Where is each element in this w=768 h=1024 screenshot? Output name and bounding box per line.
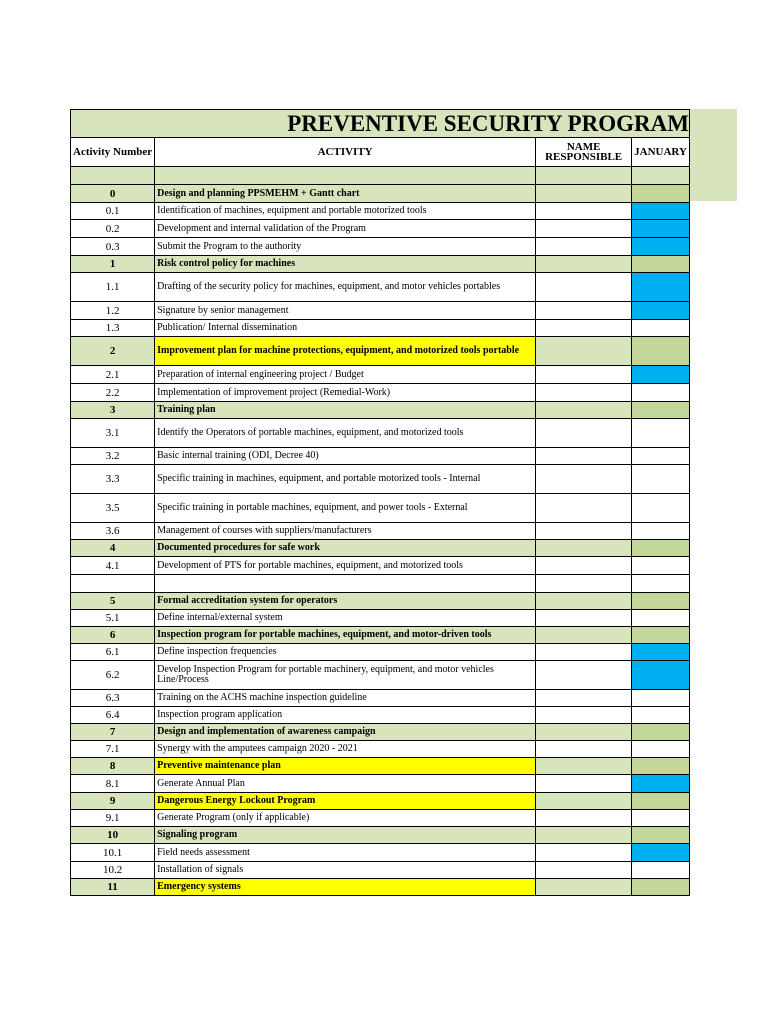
activity-number: 9.1 <box>71 810 155 827</box>
activity-number: 2 <box>71 337 155 366</box>
activity-number: 0.2 <box>71 220 155 238</box>
january-cell <box>632 793 690 810</box>
activity-description: Basic internal training (ODI, Decree 40) <box>155 448 536 465</box>
name-responsible-cell <box>536 448 632 465</box>
activity-row <box>71 419 690 448</box>
activity-number: 9 <box>71 793 155 810</box>
activity-number: 6.3 <box>71 690 155 707</box>
name-responsible-cell <box>536 879 632 896</box>
name-responsible-cell <box>536 557 632 575</box>
activity-number: 0 <box>71 185 155 203</box>
name-responsible-cell <box>536 238 632 256</box>
activity-description: Generate Program (only if applicable) <box>155 810 536 827</box>
activity-number: 6.2 <box>71 661 155 690</box>
activity-number: 3.2 <box>71 448 155 465</box>
january-cell <box>632 419 690 448</box>
name-responsible-cell <box>536 320 632 337</box>
name-responsible-cell <box>536 366 632 384</box>
name-responsible-cell <box>536 523 632 540</box>
january-cell <box>632 465 690 494</box>
activity-number: 10 <box>71 827 155 844</box>
name-responsible-cell <box>536 419 632 448</box>
section-title: Training plan <box>155 402 536 419</box>
activity-number: 4 <box>71 540 155 557</box>
section-title: Risk control policy for machines <box>155 256 536 273</box>
name-responsible-cell <box>536 707 632 724</box>
section-row <box>71 540 690 557</box>
activity-description: Management of courses with suppliers/manufacturers <box>155 523 536 540</box>
activity-description: Installation of signals <box>155 862 536 879</box>
activity-row <box>71 523 690 540</box>
activity-number: 7.1 <box>71 741 155 758</box>
name-responsible-cell <box>536 827 632 844</box>
name-responsible-cell <box>536 337 632 366</box>
name-responsible-cell <box>536 302 632 320</box>
section-row <box>71 185 690 203</box>
name-responsible-cell <box>536 775 632 793</box>
activity-row <box>71 862 690 879</box>
activity-row <box>71 302 690 320</box>
january-cell <box>632 337 690 366</box>
section-row <box>71 793 690 810</box>
activity-number: 6 <box>71 627 155 644</box>
activity-description: Identify the Operators of portable machines, equipment, and motorized tools <box>155 419 536 448</box>
name-responsible-cell <box>536 185 632 203</box>
activity-number: 8.1 <box>71 775 155 793</box>
activity-row <box>71 775 690 793</box>
name-responsible-cell <box>536 494 632 523</box>
name-responsible-cell <box>536 203 632 220</box>
page-title: PREVENTIVE SECURITY PROGRAM <box>71 110 690 138</box>
name-responsible-cell <box>536 402 632 419</box>
section-title: Dangerous Energy Lockout Program <box>155 793 536 810</box>
section-title: Signaling program <box>155 827 536 844</box>
header-name-responsible: NAME RESPONSIBLE <box>536 138 632 167</box>
activity-number: 8 <box>71 758 155 775</box>
section-title: Design and planning PPSMEHM + Gantt chart <box>155 185 536 203</box>
activity-description: Field needs assessment <box>155 844 536 862</box>
january-cell <box>632 810 690 827</box>
january-cell <box>632 494 690 523</box>
activity-row <box>71 844 690 862</box>
activity-number: 0.3 <box>71 238 155 256</box>
name-responsible-cell <box>536 540 632 557</box>
section-title: Formal accreditation system for operators <box>155 593 536 610</box>
january-cell <box>632 827 690 844</box>
activity-number: 10.1 <box>71 844 155 862</box>
january-cell <box>632 384 690 402</box>
name-responsible-cell <box>536 644 632 661</box>
activity-description: Training on the ACHS machine inspection guideline <box>155 690 536 707</box>
name-responsible-cell <box>536 690 632 707</box>
january-cell <box>632 627 690 644</box>
activity-row <box>71 707 690 724</box>
activity-row <box>71 610 690 627</box>
spacer-row <box>71 167 690 185</box>
activity-number: 4.1 <box>71 557 155 575</box>
activity-number <box>71 575 155 593</box>
january-scheduled-cell <box>632 220 690 238</box>
activity-number: 1 <box>71 256 155 273</box>
january-cell <box>632 448 690 465</box>
section-title: Design and implementation of awareness campaign <box>155 724 536 741</box>
activity-description: Submit the Program to the authority <box>155 238 536 256</box>
january-cell <box>632 610 690 627</box>
name-responsible-cell <box>536 273 632 302</box>
activity-number: 5 <box>71 593 155 610</box>
activity-row <box>71 690 690 707</box>
name-responsible-cell <box>536 758 632 775</box>
activity-row <box>71 320 690 337</box>
activity-number: 1.3 <box>71 320 155 337</box>
program-table <box>70 109 690 896</box>
activity-row <box>71 644 690 661</box>
activity-description: Preparation of internal engineering project / Budget <box>155 366 536 384</box>
january-cell <box>632 320 690 337</box>
name-responsible-cell <box>536 593 632 610</box>
header-january: JANUARY <box>632 138 690 167</box>
activity-description: Identification of machines, equipment and portable motorized tools <box>155 203 536 220</box>
january-cell <box>632 575 690 593</box>
name-responsible-cell <box>536 793 632 810</box>
name-responsible-cell <box>536 862 632 879</box>
activity-description: Generate Annual Plan <box>155 775 536 793</box>
name-responsible-cell <box>536 256 632 273</box>
program-sheet <box>70 109 690 896</box>
activity-description: Synergy with the amputees campaign 2020 - 2021 <box>155 741 536 758</box>
activity-number: 3 <box>71 402 155 419</box>
activity-row <box>71 741 690 758</box>
activity-description: Development and internal validation of the Program <box>155 220 536 238</box>
january-scheduled-cell <box>632 366 690 384</box>
activity-number: 1.1 <box>71 273 155 302</box>
january-scheduled-cell <box>632 302 690 320</box>
activity-row <box>71 575 690 593</box>
activity-description: Signature by senior management <box>155 302 536 320</box>
january-scheduled-cell <box>632 203 690 220</box>
activity-description: Develop Inspection Program for portable machinery, equipment, and motor vehicles Line/Process <box>155 661 536 690</box>
section-title: Emergency systems <box>155 879 536 896</box>
january-scheduled-cell <box>632 844 690 862</box>
january-cell <box>632 879 690 896</box>
january-scheduled-cell <box>632 238 690 256</box>
name-responsible-cell <box>536 810 632 827</box>
january-cell <box>632 185 690 203</box>
name-responsible-cell <box>536 661 632 690</box>
january-cell <box>632 256 690 273</box>
january-scheduled-cell <box>632 644 690 661</box>
activity-row <box>71 557 690 575</box>
name-responsible-cell <box>536 844 632 862</box>
section-row <box>71 337 690 366</box>
name-responsible-cell <box>536 384 632 402</box>
activity-number: 3.3 <box>71 465 155 494</box>
activity-number: 10.2 <box>71 862 155 879</box>
january-cell <box>632 862 690 879</box>
january-cell <box>632 707 690 724</box>
header-row <box>71 138 690 167</box>
activity-number: 5.1 <box>71 610 155 627</box>
january-cell <box>632 523 690 540</box>
activity-number: 6.4 <box>71 707 155 724</box>
section-title: Improvement plan for machine protections, equipment, and motorized tools portable <box>155 337 536 366</box>
section-row <box>71 724 690 741</box>
activity-row <box>71 273 690 302</box>
activity-description: Specific training in machines, equipment, and portable motorized tools - Internal <box>155 465 536 494</box>
name-responsible-cell <box>536 610 632 627</box>
activity-number: 3.6 <box>71 523 155 540</box>
section-title: Documented procedures for safe work <box>155 540 536 557</box>
name-responsible-cell <box>536 627 632 644</box>
activity-number: 6.1 <box>71 644 155 661</box>
activity-number: 0.1 <box>71 203 155 220</box>
section-row <box>71 827 690 844</box>
name-responsible-cell <box>536 465 632 494</box>
activity-description: Define internal/external system <box>155 610 536 627</box>
activity-row <box>71 220 690 238</box>
name-responsible-cell <box>536 741 632 758</box>
january-scheduled-cell <box>632 775 690 793</box>
section-row <box>71 758 690 775</box>
activity-number: 11 <box>71 879 155 896</box>
activity-row <box>71 661 690 690</box>
section-row <box>71 627 690 644</box>
activity-description: Publication/ Internal dissemination <box>155 320 536 337</box>
activity-row <box>71 465 690 494</box>
january-cell <box>632 724 690 741</box>
january-cell <box>632 540 690 557</box>
activity-description: Define inspection frequencies <box>155 644 536 661</box>
activity-row <box>71 203 690 220</box>
title-band-extension <box>684 109 737 201</box>
section-title: Inspection program for portable machines, equipment, and motor-driven tools <box>155 627 536 644</box>
january-scheduled-cell <box>632 273 690 302</box>
activity-row <box>71 384 690 402</box>
activity-description <box>155 575 536 593</box>
activity-row <box>71 366 690 384</box>
activity-number: 1.2 <box>71 302 155 320</box>
activity-number: 3.1 <box>71 419 155 448</box>
activity-description: Inspection program application <box>155 707 536 724</box>
section-row <box>71 593 690 610</box>
january-cell <box>632 758 690 775</box>
activity-description: Implementation of improvement project (Remedial-Work) <box>155 384 536 402</box>
activity-number: 2.1 <box>71 366 155 384</box>
header-activity-number: Activity Number <box>71 138 155 167</box>
activity-number: 7 <box>71 724 155 741</box>
activity-row <box>71 238 690 256</box>
january-cell <box>632 690 690 707</box>
name-responsible-cell <box>536 220 632 238</box>
header-activity: ACTIVITY <box>155 138 536 167</box>
january-scheduled-cell <box>632 661 690 690</box>
section-row <box>71 879 690 896</box>
activity-row <box>71 494 690 523</box>
january-cell <box>632 593 690 610</box>
activity-row <box>71 448 690 465</box>
name-responsible-cell <box>536 575 632 593</box>
activity-number: 2.2 <box>71 384 155 402</box>
january-cell <box>632 557 690 575</box>
section-title: Preventive maintenance plan <box>155 758 536 775</box>
title-row <box>71 110 690 138</box>
january-cell <box>632 741 690 758</box>
activity-number: 3.5 <box>71 494 155 523</box>
activity-description: Drafting of the security policy for machines, equipment, and motor vehicles portables <box>155 273 536 302</box>
activity-description: Development of PTS for portable machines, equipment, and motorized tools <box>155 557 536 575</box>
activity-description: Specific training in portable machines, equipment, and power tools - External <box>155 494 536 523</box>
section-row <box>71 256 690 273</box>
activity-row <box>71 810 690 827</box>
name-responsible-cell <box>536 724 632 741</box>
section-row <box>71 402 690 419</box>
january-cell <box>632 402 690 419</box>
